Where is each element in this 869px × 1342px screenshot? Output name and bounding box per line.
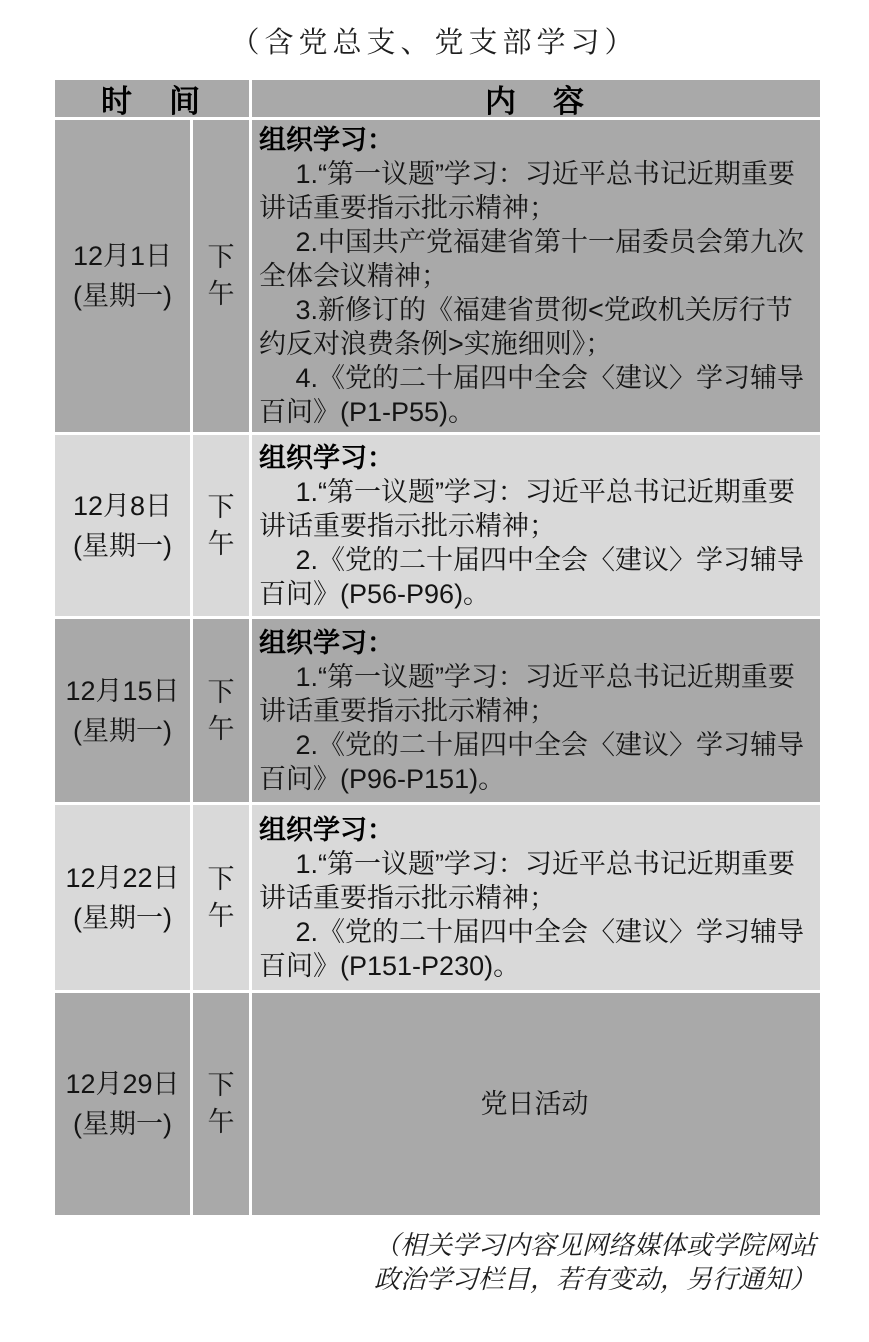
content-heading: 组织学习： [259,442,394,473]
period-cell [193,805,249,990]
date-text: 12月8日 [72,490,173,521]
period-cell [193,120,249,432]
content-item: 1.“第一议题”学习：习近平总书记近期重要讲话重要指示批示精神； [259,476,795,541]
table-row [55,805,820,990]
table-row [55,120,820,432]
content-cell [252,619,820,802]
content-cell [252,435,820,616]
footer-line1: （相关学习内容见网络媒体或学院网站 [373,1231,816,1261]
schedule-table [55,80,820,1215]
content-item: 4.《党的二十届四中全会〈建议〉学习辅导百问》(P1-P55)。 [259,363,804,427]
date-cell [55,435,190,616]
date-cell [55,993,190,1215]
table-body [55,120,820,1215]
weekday-text: (星期一) [73,1109,172,1139]
table-header-row [55,80,820,120]
period-text: 下午 [207,676,235,744]
content-cell [252,120,820,432]
period-text: 下午 [207,491,235,559]
footer-note [330,1229,860,1297]
header-content: 内 容 [252,80,820,117]
date-cell [55,619,190,802]
content-item: 2.《党的二十届四中全会〈建议〉学习辅导百问》(P56-P96)。 [259,544,804,609]
content-item: 1.“第一议题”学习：习近平总书记近期重要讲话重要指示批示精神； [259,848,795,913]
period-text: 下午 [207,242,235,309]
content-cell [252,805,820,990]
header-time: 时 间 [55,80,249,117]
date-text: 12月15日 [65,675,180,706]
footer-line2: 政治学习栏目，若有变动，另行通知） [373,1265,816,1295]
table-row [55,993,820,1215]
period-text: 下午 [207,863,235,931]
content-item: 1.“第一议题”学习：习近平总书记近期重要讲话重要指示批示精神； [259,661,795,726]
date-text: 12月22日 [65,862,180,893]
content-heading: 组织学习： [259,814,394,845]
weekday-text: (星期一) [73,715,172,746]
activity-text: 党日活动 [480,1089,589,1119]
page-title: （含党总支、党支部学习） [230,25,639,59]
period-cell [193,619,249,802]
period-cell [193,435,249,616]
period-cell [193,993,249,1215]
date-cell [55,120,190,432]
date-cell [55,805,190,990]
content-item: 1.“第一议题”学习：习近平总书记近期重要讲话重要指示批示精神； [259,159,795,223]
weekday-text: (星期一) [73,281,172,311]
date-text: 12月1日 [72,241,173,271]
table-row [55,619,820,802]
content-item: 2.《党的二十届四中全会〈建议〉学习辅导百问》(P96-P151)。 [259,729,804,794]
content-item: 2.《党的二十届四中全会〈建议〉学习辅导百问》(P151-P230)。 [259,916,804,981]
weekday-text: (星期一) [73,902,172,933]
period-text: 下午 [207,1070,235,1137]
content-item: 3.新修订的《福建省贯彻<党政机关厉行节约反对浪费条例>实施细则》； [259,295,793,359]
content-heading: 组织学习： [259,125,394,155]
table-row [55,435,820,616]
date-text: 12月29日 [65,1069,180,1099]
weekday-text: (星期一) [73,530,172,561]
content-item: 2.中国共产党福建省第十一届委员会第九次全体会议精神； [259,227,804,291]
content-cell [252,993,820,1215]
content-heading: 组织学习： [259,627,394,658]
